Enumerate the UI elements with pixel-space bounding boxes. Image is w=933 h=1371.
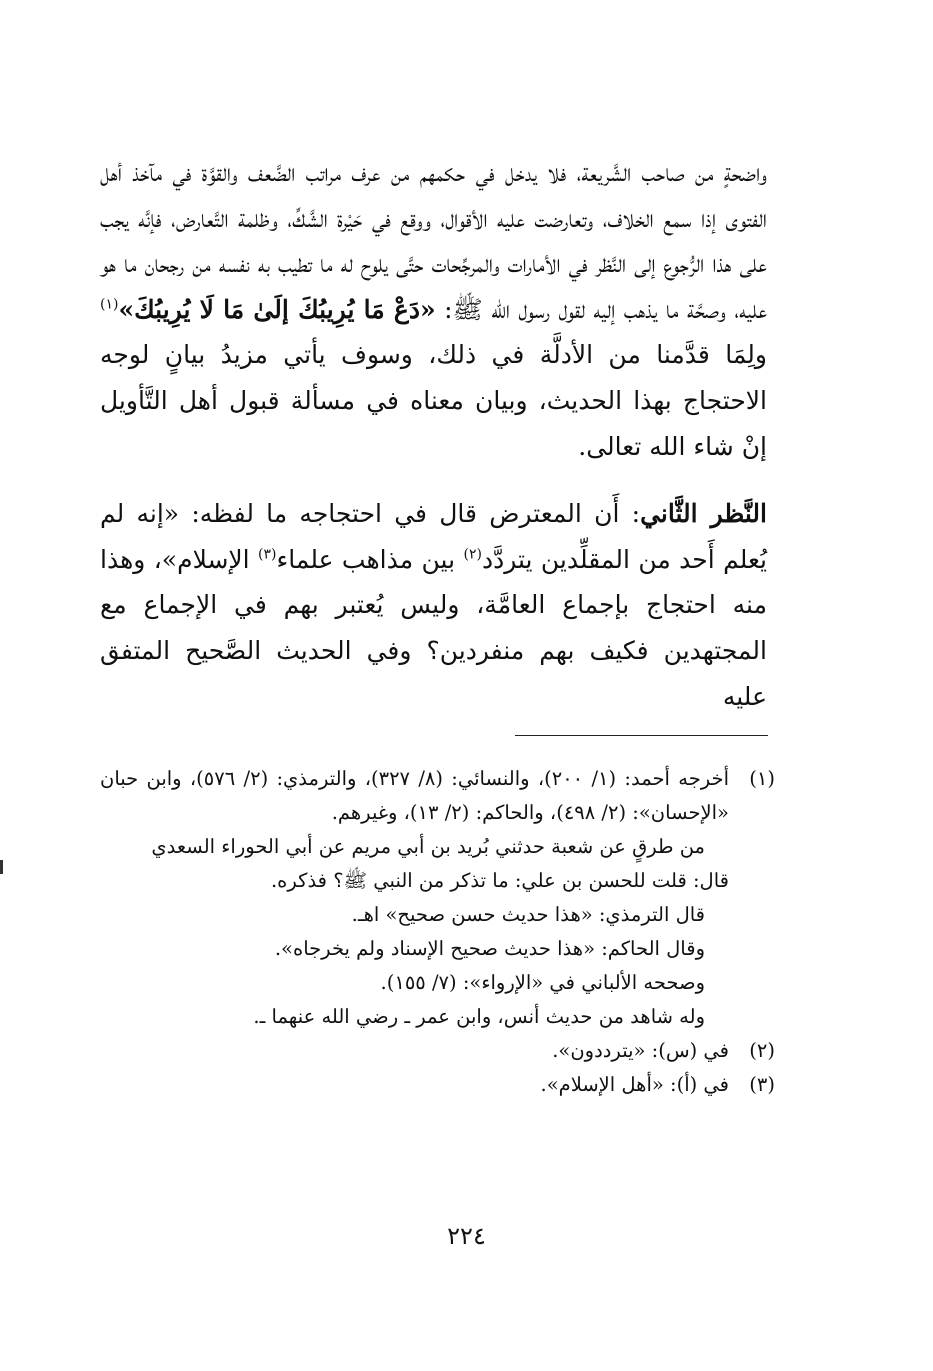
footnote-1-text: أخرجه أحمد: (١/ ٢٠٠)، والنسائي: (٨/ ٣٢٧)، والترمذي: (٢/ ٥٧٦)، وابن حبان «الإحسان»: (٢/ ٤٩٨)، والحاكم: (٢/ ١٣)، وغيرهم.: [100, 767, 729, 824]
footnote-3-text: في (أ): «أهل الإسلام».: [540, 1073, 729, 1096]
footnote-2-number: (٢): [749, 1039, 775, 1062]
main-text: [100, 150, 767, 719]
footnote-1: [100, 762, 775, 830]
footnote-1-line-1: من طرقٍ عن شعبة حدثني بُريد بن أبي مريم عن أبي الحوراء السعدي: [151, 835, 705, 858]
hadith-quote: «دَعْ مَا يُرِيبُكَ إلَىٰ مَا لَا يُرِيبُكَ»: [118, 294, 436, 324]
footnote-1-line-4: وقال الحاكم: «هذا حديث صحيح الإسناد ولم يخرجاه».: [274, 937, 705, 960]
paragraph-1-rest: ولِمَا قدَّمنا من الأدلَّة في ذلك، وسوف يأتي مزيدُ بيانٍ لوجه الاحتجاج بهذا الحديث، وبيان معناه في مسألة قبول أهل التَّأويل إنْ شاء الله تعالى.: [100, 340, 767, 461]
page-number: ٢٢٤: [447, 1222, 486, 1250]
footnote-1-line-5: وصححه الألباني في «الإرواء»: (٧/ ١٥٥).: [380, 971, 705, 994]
paragraph-2-text-b: بين مذاهب علماء: [276, 544, 456, 574]
footnote-3: [100, 1068, 775, 1102]
footnote-2: [100, 1034, 775, 1068]
footnote-ref-3[interactable]: (٣): [258, 546, 277, 563]
paragraph-1: [100, 150, 767, 469]
footnote-2-text: في (س): «يترددون».: [552, 1039, 729, 1062]
footnote-1-line-2: قال: قلت للحسن بن علي: ما تذكر من النبي ﷺ؟ فذكره.: [270, 869, 729, 892]
footnote-separator: [515, 735, 768, 736]
footnote-1-line-3: قال الترمذي: «هذا حديث حسن صحيح» اهـ.: [351, 903, 705, 926]
footnote-1-number: (١): [749, 767, 775, 790]
footnote-ref-1[interactable]: (١): [100, 296, 119, 313]
footnote-3-number: (٣): [749, 1073, 775, 1096]
footnotes: [100, 762, 775, 1102]
scan-edge-mark: [0, 860, 3, 874]
paragraph-2-text-c: الإسلام»، وهذا منه احتجاج بإجماع العامَّة، وليس يُعتبر بهم في الإجماع مع المجتهدين فكيف بهم منفردين؟ وفي الحديث الصَّحيح المتفق عليه: [100, 544, 767, 711]
paragraph-2-heading: النَّظر الثَّاني: [640, 499, 767, 529]
paragraph-2-text-a: : أَن المعترض قال في احتجاجه ما لفظه: «إنه لم يُعلم أَحد من المقلِّدين يتردَّد: [100, 499, 768, 574]
paragraph-1-text: واضحةٍ من صاحب الشَّريعة، فلا يدخل في حكمهم من عرف مراتب الضَّعف والقوَّة في مآخذ أهل الفتوى إذا سمع الخلاف، وتعارضت عليه الأقوال، ووقع في حَيْرة الشَّكِّ، وظلمة التَّعارض، فإنَّه يجب على هذا الرُّجوع إلى النَّظر في الأمارات والمرجِّحات حتَّى يلوح له ما تطيب به نفسه من رجحان ما هو عليه، وصحَّة ما يذهب إليه لقول رسول الله ﷺ:: [100, 158, 768, 324]
paragraph-2: [100, 491, 767, 719]
footnote-1-details: [100, 830, 775, 1034]
footnote-1-line-6: وله شاهد من حديث أنس، وابن عمر ـ رضي الله عنهما ـ.: [253, 1005, 705, 1028]
footnote-ref-2[interactable]: (٢): [463, 546, 482, 563]
